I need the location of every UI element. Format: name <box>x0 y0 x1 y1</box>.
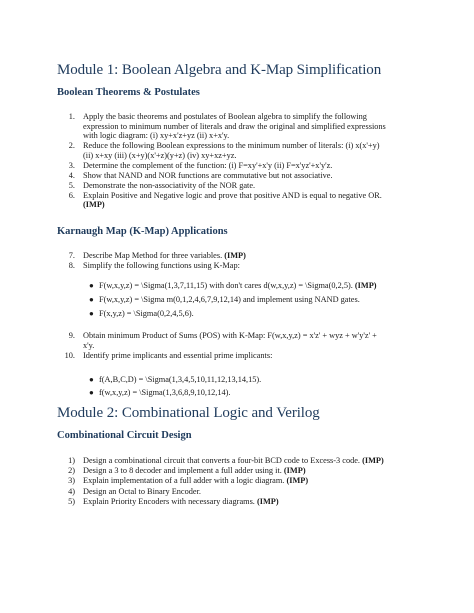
item-1-line-3: with logic diagram: (i) xy+x'z+yz (ii) x+x'y. <box>83 131 230 140</box>
item-number: 1. <box>68 112 75 121</box>
item-number: 9. <box>68 331 75 340</box>
item-number: 7. <box>68 251 75 260</box>
bullet-icon: ● <box>89 281 94 290</box>
bullet-8-2: F(w,x,y,z) = \Sigma m(0,1,2,4,6,7,9,12,14) and implement using NAND gates. <box>99 295 360 304</box>
item-3-line-1: Determine the complement of the function: (i) F=xy'+x'y (ii) F=x'yz'+x'y'z. <box>83 160 333 170</box>
m2-item-3: Explain implementation of a full adder with a logic diagram. (IMP) <box>83 476 309 485</box>
item-number: 1) <box>68 456 75 465</box>
item-number: 6. <box>68 190 75 200</box>
module2-title: Module 2: Combinational Logic and Verilog <box>57 405 320 421</box>
item-9-line-1: Obtain minimum Product of Sums (POS) with K-Map: F(w,x,y,z) = x'z' + wyz + w'y'z' + <box>83 331 377 340</box>
item-2-line-1: Reduce the following Boolean expressions to the minimum number of literals: (i) x(x'+y) <box>83 141 380 150</box>
item-4-line-1: Show that NAND and NOR functions are commutative but not associative. <box>83 170 333 180</box>
m2-item-1: Design a combinational circuit that converts a four-bit BCD code to Excess-3 code. (IMP) <box>83 456 384 465</box>
item-number: 8. <box>68 261 75 270</box>
item-1-line-2: expression to minimum number of literals and draw the original and simplified expressions <box>83 121 386 131</box>
bullet-10-1: f(A,B,C,D) = \Sigma(1,3,4,5,10,11,12,13,14,15). <box>99 375 262 384</box>
item-1-line-1: Apply the basic theorems and postulates of Boolean algebra to simplify the following <box>83 112 367 121</box>
bullet-icon: ● <box>89 309 94 318</box>
bullet-icon: ● <box>89 388 94 397</box>
section-title-kmap-applications: Karnaugh Map (K-Map) Applications <box>57 226 228 237</box>
m2-item-4: Design an Octal to Binary Encoder. <box>83 487 201 496</box>
item-8-line: Simplify the following functions using K-Map: <box>83 261 240 270</box>
item-number: 2) <box>68 466 75 475</box>
item-number: 4. <box>68 170 75 180</box>
item-9-line-2: x'y. <box>83 340 95 350</box>
item-number: 10. <box>64 350 75 360</box>
section-title-combinational-design: Combinational Circuit Design <box>57 430 192 441</box>
item-5-line-1: Demonstrate the non-associativity of the NOR gate. <box>83 180 256 190</box>
m2-item-5: Explain Priority Encoders with necessary diagrams. (IMP) <box>83 497 279 506</box>
item-6-line-1: Explain Positive and Negative logic and prove that positive AND is equal to negative OR. <box>83 190 382 200</box>
item-2-line-2: (ii) x+xy (iii) (x+y)(x'+z)(y+z) (iv) xy+xz+yz. <box>83 150 237 160</box>
item-number: 2. <box>68 141 75 150</box>
m2-item-2: Design a 3 to 8 decoder and implement a full adder using it. (IMP) <box>83 466 306 475</box>
section-title-boolean-theorems: Boolean Theorems & Postulates <box>57 87 200 98</box>
item-10-line: Identify prime implicants and essential prime implicants: <box>83 350 273 360</box>
imp-tag: (IMP) <box>83 200 105 209</box>
item-number: 3) <box>68 476 75 485</box>
item-number: 5) <box>68 497 75 506</box>
bullet-8-1: F(w,x,y,z) = \Sigma(1,3,7,11,15) with don't cares d(w,x,y,z) = \Sigma(0,2,5). (IMP) <box>99 281 377 290</box>
bullet-icon: ● <box>89 295 94 304</box>
bullet-8-3: F(x,y,z) = \Sigma(0,2,4,5,6). <box>99 309 194 318</box>
bullet-10-2: f(w,x,y,z) = \Sigma(1,3,6,8,9,10,12,14). <box>99 388 231 397</box>
item-number: 5. <box>68 180 75 190</box>
item-number: 4) <box>68 487 75 496</box>
item-number: 3. <box>68 160 75 170</box>
module1-title: Module 1: Boolean Algebra and K-Map Simplification <box>57 62 382 78</box>
item-7-line: Describe Map Method for three variables. (IMP) <box>83 251 246 260</box>
bullet-icon: ● <box>89 375 94 384</box>
